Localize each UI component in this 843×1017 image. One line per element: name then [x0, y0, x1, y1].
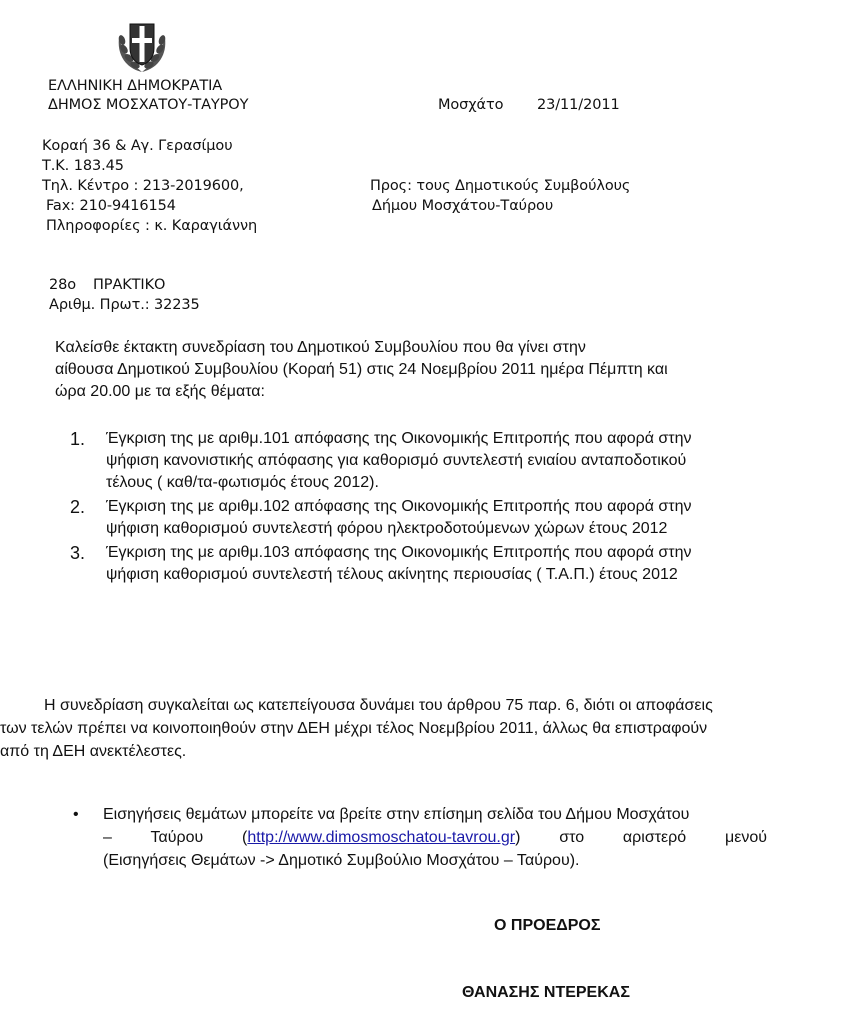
urgency-line-2: των τελών πρέπει να κοινοποιηθούν στην ΔΕΗ μέχρι τέλος Νοεμβρίου 2011, άλλως θα επιστραφούν	[0, 720, 708, 737]
agenda-item-number: 2.	[70, 497, 86, 517]
recipient-line-2: Δήμου Μοσχάτου-Ταύρου	[372, 198, 554, 214]
signature-role: Ο ΠΡΟΕΔΡΟΣ	[494, 917, 601, 934]
protocol-number: Αριθμ. Πρωτ.: 32235	[49, 297, 200, 313]
intro-line-3: ώρα 20.00 με τα εξής θέματα:	[55, 383, 265, 400]
address-postcode: Τ.Κ. 183.45	[42, 158, 124, 174]
address-street: Κοραή 36 & Αγ. Γερασίμου	[42, 138, 233, 154]
website-link[interactable]: http://www.dimosmoschatou-tavrou.gr	[247, 829, 516, 846]
urgency-line-3: από τη ΔΕΗ ανεκτέλεστες.	[0, 743, 187, 760]
note-line-2-prefix: – Ταύρου (	[103, 829, 248, 846]
note-line-1: Εισηγήσεις θεμάτων μπορείτε να βρείτε στην επίσημη σελίδα του Δήμου Μοσχάτου	[103, 806, 690, 823]
address-fax: Fax: 210-9416154	[46, 198, 176, 214]
agenda-item-text: Έγκριση της με αριθμ.102 απόφασης της Οικονομικής Επιτροπής που αφορά στην	[106, 498, 692, 515]
agenda-item-text: ψήφιση καθορισμού συντελεστή τέλους ακίνητης περιουσίας ( Τ.Α.Π.) έτους 2012	[106, 566, 678, 583]
agenda-item-number: 3.	[70, 543, 86, 563]
intro-line-1: Καλείσθε έκτακτη συνεδρίαση του Δημοτικού Συμβουλίου που θα γίνει στην	[55, 339, 586, 356]
signature-name: ΘΑΝΑΣΗΣ ΝΤΕΡΕΚΑΣ	[462, 984, 630, 1001]
address-info: Πληροφορίες : κ. Καραγιάννη	[46, 218, 258, 234]
intro-line-2: αίθουσα Δημοτικού Συμβουλίου (Κοραή 51) στις 24 Νοεμβρίου 2011 ημέρα Πέμπτη και	[55, 361, 668, 378]
document-place: Μοσχάτο	[438, 97, 504, 113]
minutes-number: 28ο	[49, 277, 77, 293]
note-line-3: (Εισηγήσεις Θεμάτων -> Δημοτικό Συμβούλιο Μοσχάτου – Ταύρου).	[103, 852, 580, 869]
agenda-item-text: ψήφιση κανονιστικής απόφασης για καθορισμό συντελεστή ενιαίου ανταποδοτικού	[106, 452, 687, 469]
greek-coat-of-arms-icon	[113, 18, 171, 76]
agenda-item-text: ψήφιση καθορισμού συντελεστή φόρου ηλεκτροδοτούμενων χώρων έτους 2012	[106, 520, 668, 537]
note-line-2-suffix: ) στο αριστερό μενού	[515, 829, 768, 846]
agenda-item-text: Έγκριση της με αριθμ.101 απόφασης της Οικονομικής Επιτροπής που αφορά στην	[106, 430, 692, 447]
agenda-item-number: 1.	[70, 429, 86, 449]
agenda-item-text: Έγκριση της με αριθμ.103 απόφασης της Οικονομικής Επιτροπής που αφορά στην	[106, 544, 692, 561]
document-date: 23/11/2011	[537, 97, 620, 113]
note-bullet: •	[73, 806, 79, 823]
address-phone: Τηλ. Κέντρο : 213-2019600,	[42, 178, 244, 194]
municipality-heading: ΔΗΜΟΣ ΜΟΣΧΑΤΟΥ-ΤΑΥΡΟΥ	[48, 97, 249, 113]
agenda-item-text: τέλους ( καθ/τα-φωτισμός έτους 2012).	[106, 474, 379, 491]
note-line-2	[103, 829, 767, 847]
republic-heading: ΕΛΛΗΝΙΚΗ ΔΗΜΟΚΡΑΤΙΑ	[48, 78, 223, 94]
urgency-line-1: Η συνεδρίαση συγκαλείται ως κατεπείγουσα δυνάμει του άρθρου 75 παρ. 6, διότι οι αποφάσεις	[44, 697, 713, 714]
recipient-line-1: Προς: τους Δημοτικούς Συμβούλους	[370, 178, 631, 194]
minutes-title: ΠΡΑΚΤΙΚΟ	[93, 277, 166, 293]
